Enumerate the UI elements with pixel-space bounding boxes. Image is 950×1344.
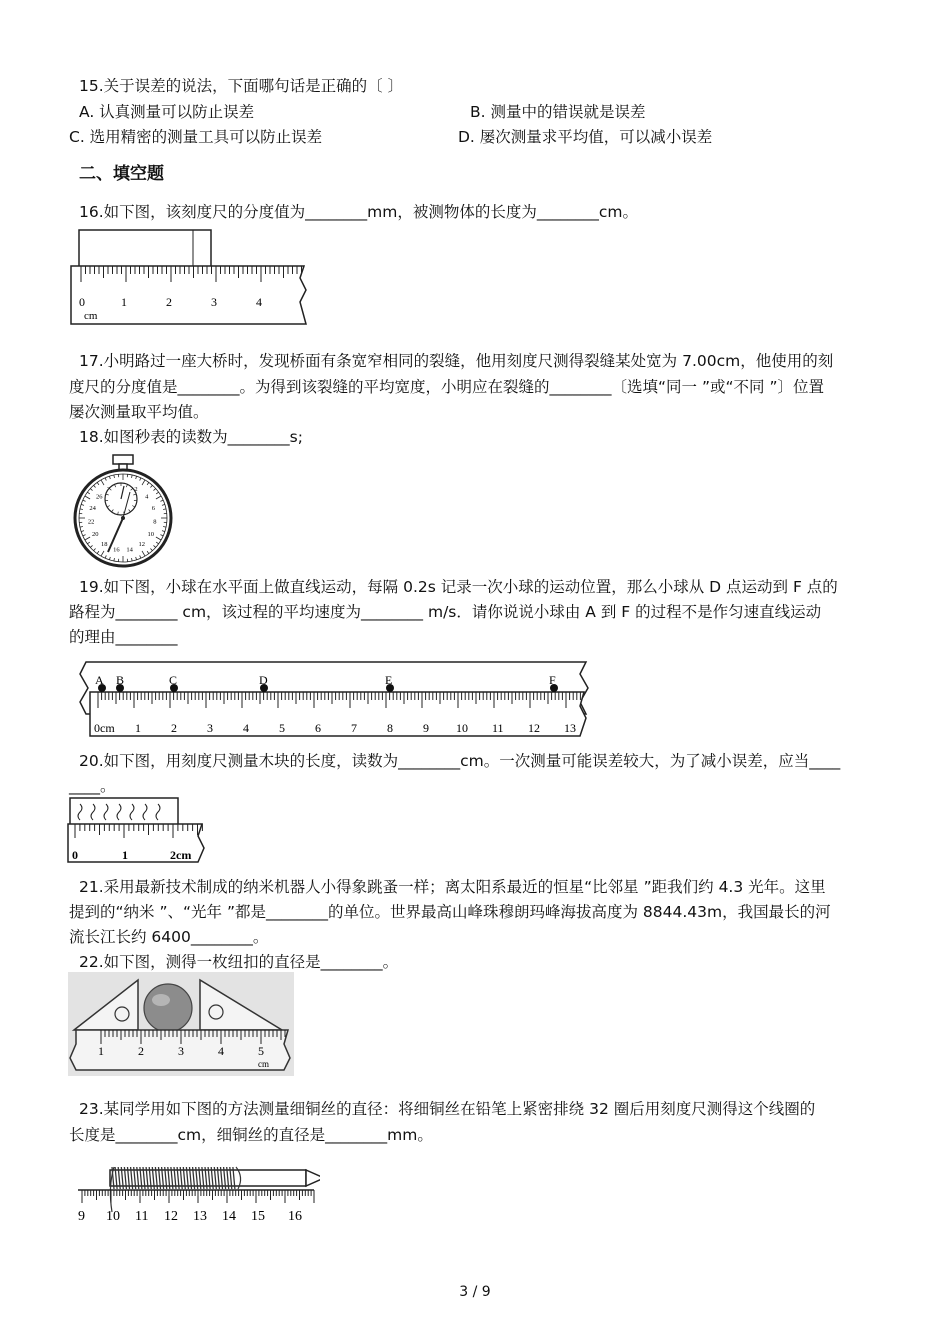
q23-line1: 23.某同学用如下图的方法测量细铜丝的直径：将细铜丝在铅笔上紧密排绕 32 圈后用刻度尺测得这个线圈的 — [79, 1100, 816, 1118]
ruler-label-5: 5 — [279, 721, 285, 735]
ruler-label-15: 15 — [251, 1209, 265, 1224]
dial-label: 20 — [92, 531, 99, 538]
ruler-label-0: 0 — [72, 848, 78, 862]
ruler-label-2: 2 — [138, 1044, 144, 1058]
ruler-label-12: 12 — [164, 1209, 178, 1224]
ruler-label-0: 0cm — [94, 721, 115, 735]
dial-label: 16 — [113, 546, 120, 554]
q18-text: 18.如图秒表的读数为________s; — [79, 428, 303, 446]
q19-line3: 的理由________ — [69, 628, 178, 646]
page-number: 3 / 9 — [459, 1284, 491, 1300]
fig23-wire-coil — [74, 1154, 320, 1230]
ruler-label-13: 13 — [193, 1209, 207, 1224]
ruler-label-11: 11 — [135, 1209, 149, 1224]
q17-line1: 17.小明路过一座大桥时，发现桥面有条宽窄相同的裂缝，他用刻度尺测得裂缝某处宽为 7.00cm，他使用的刻 — [79, 352, 834, 370]
fig18-stopwatch — [68, 452, 178, 570]
ruler-label-0: 0 — [79, 295, 85, 309]
q21-line2: 提到的“纳米 ”、“光年 ”都是________的单位。世界最高山峰珠穆朗玛峰海拔高度为 8844.43m，我国最长的河 — [69, 903, 831, 921]
point-label-c: C — [169, 673, 178, 687]
ruler-label-14: 14 — [222, 1209, 236, 1224]
ruler-label-11: 11 — [492, 721, 504, 735]
point-label-b: B — [116, 673, 125, 687]
point-label-a: A — [95, 673, 104, 687]
ruler-label-6: 6 — [315, 721, 321, 735]
dial-label: 6 — [151, 505, 156, 513]
button-ball — [144, 984, 192, 1032]
q15-option-c: C. 选用精密的测量工具可以防止误差 — [69, 128, 323, 146]
q15-option-d: D. 屡次测量求平均值，可以减小误差 — [458, 128, 713, 146]
ruler-label-4: 4 — [243, 721, 249, 735]
ruler-label-7: 7 — [351, 721, 357, 735]
q15-option-b: B. 测量中的错误就是误差 — [470, 103, 646, 121]
ruler-label-5: 5 — [258, 1044, 264, 1058]
q22-text: 22.如下图，测得一枚纽扣的直径是________。 — [79, 953, 399, 971]
q17-line3: 屡次测量取平均值。 — [69, 403, 209, 421]
fig22-button-measurement — [68, 972, 294, 1076]
q20-line2: ____。 — [69, 777, 116, 795]
q21-line1: 21.采用最新技术制成的纳米机器人小得象跳蚤一样；离太阳系最近的恒星“比邻星 ”距我们约 4.3 光年。这里 — [79, 878, 826, 896]
stopwatch-button — [113, 455, 133, 464]
q15-stem: 15.关于误差的说法，下面哪句话是正确的〔 〕 — [79, 77, 404, 95]
ruler-label-3: 3 — [207, 721, 213, 735]
section-heading: 二、填空题 — [79, 164, 164, 184]
fig16-ruler-figure — [68, 226, 310, 328]
dial-label: 14 — [126, 546, 133, 554]
fig20-wood-block-ruler — [66, 796, 208, 866]
point-label-f: F — [549, 673, 556, 687]
q15-option-a: A. 认真测量可以防止误差 — [79, 103, 255, 121]
dial-label: 12 — [138, 540, 146, 548]
dial-label: 24 — [89, 505, 96, 513]
ruler-label-1: 1 — [135, 721, 141, 735]
dial-label: 2 — [134, 485, 138, 493]
dial-label: 26 — [95, 493, 103, 501]
ruler-label-3: 3 — [178, 1044, 184, 1058]
q16-text: 16.如下图，该刻度尺的分度值为________mm，被测物体的长度为________cm。 — [79, 203, 638, 221]
ruler-label-9: 9 — [423, 721, 429, 735]
ruler-label-12: 12 — [528, 721, 540, 735]
q21-line3: 流长江长约 6400________。 — [69, 928, 269, 946]
dial-label: 8 — [153, 518, 157, 526]
ruler-label-1: 1 — [121, 295, 127, 309]
ruler-label-13: 13 — [564, 721, 576, 735]
point-label-e: E — [385, 673, 393, 687]
q19-line1: 19.如下图，小球在水平面上做直线运动，每隔 0.2s 记录一次小球的运动位置，那么小球从 D 点运动到 F 点的 — [79, 578, 838, 596]
ruler-label-4: 4 — [256, 295, 262, 309]
ruler-label-2: 2 — [166, 295, 172, 309]
measured-object — [79, 230, 211, 268]
ruler-unit: cm — [258, 1059, 269, 1069]
ruler-label-3: 3 — [211, 295, 217, 309]
ruler-label-10: 10 — [106, 1209, 120, 1224]
ruler-label-9: 9 — [78, 1209, 85, 1224]
dial-label: 10 — [147, 531, 154, 538]
ruler-label-1: 1 — [122, 848, 128, 862]
point-label-d: D — [259, 673, 268, 687]
ruler-label-8: 8 — [387, 721, 393, 735]
ruler-label-16: 16 — [288, 1209, 302, 1224]
ruler-label-10: 10 — [456, 721, 468, 735]
ruler-unit: cm — [84, 310, 98, 322]
ruler-body — [71, 266, 306, 324]
ruler-label-2: 2 — [171, 721, 177, 735]
q17-line2: 度尺的分度值是________。为得到该裂缝的平均宽度，小明应在裂缝的________〔选填“同一 ”或“不同 ”〕位置 — [69, 378, 824, 396]
ruler-label-1: 1 — [98, 1044, 104, 1058]
q19-line2: 路程为________ cm，该过程的平均速度为________ m/s．请你说说小球由 A 到 F 的过程不是作匀速直线运动 — [69, 603, 822, 621]
ruler-label-2: 2cm — [170, 848, 192, 862]
ruler-label-4: 4 — [218, 1044, 224, 1058]
dial-label: 18 — [100, 540, 108, 548]
dial-label: 4 — [145, 493, 149, 501]
q20-line1: 20.如下图，用刻度尺测量木块的长度，读数为________cm。一次测量可能误差较大，为了减小误差，应当____ — [79, 752, 841, 770]
dial-label: 22 — [87, 518, 95, 526]
fig19-motion-ruler — [72, 658, 592, 740]
q23-line2: 长度是________cm，细铜丝的直径是________mm。 — [69, 1126, 433, 1144]
